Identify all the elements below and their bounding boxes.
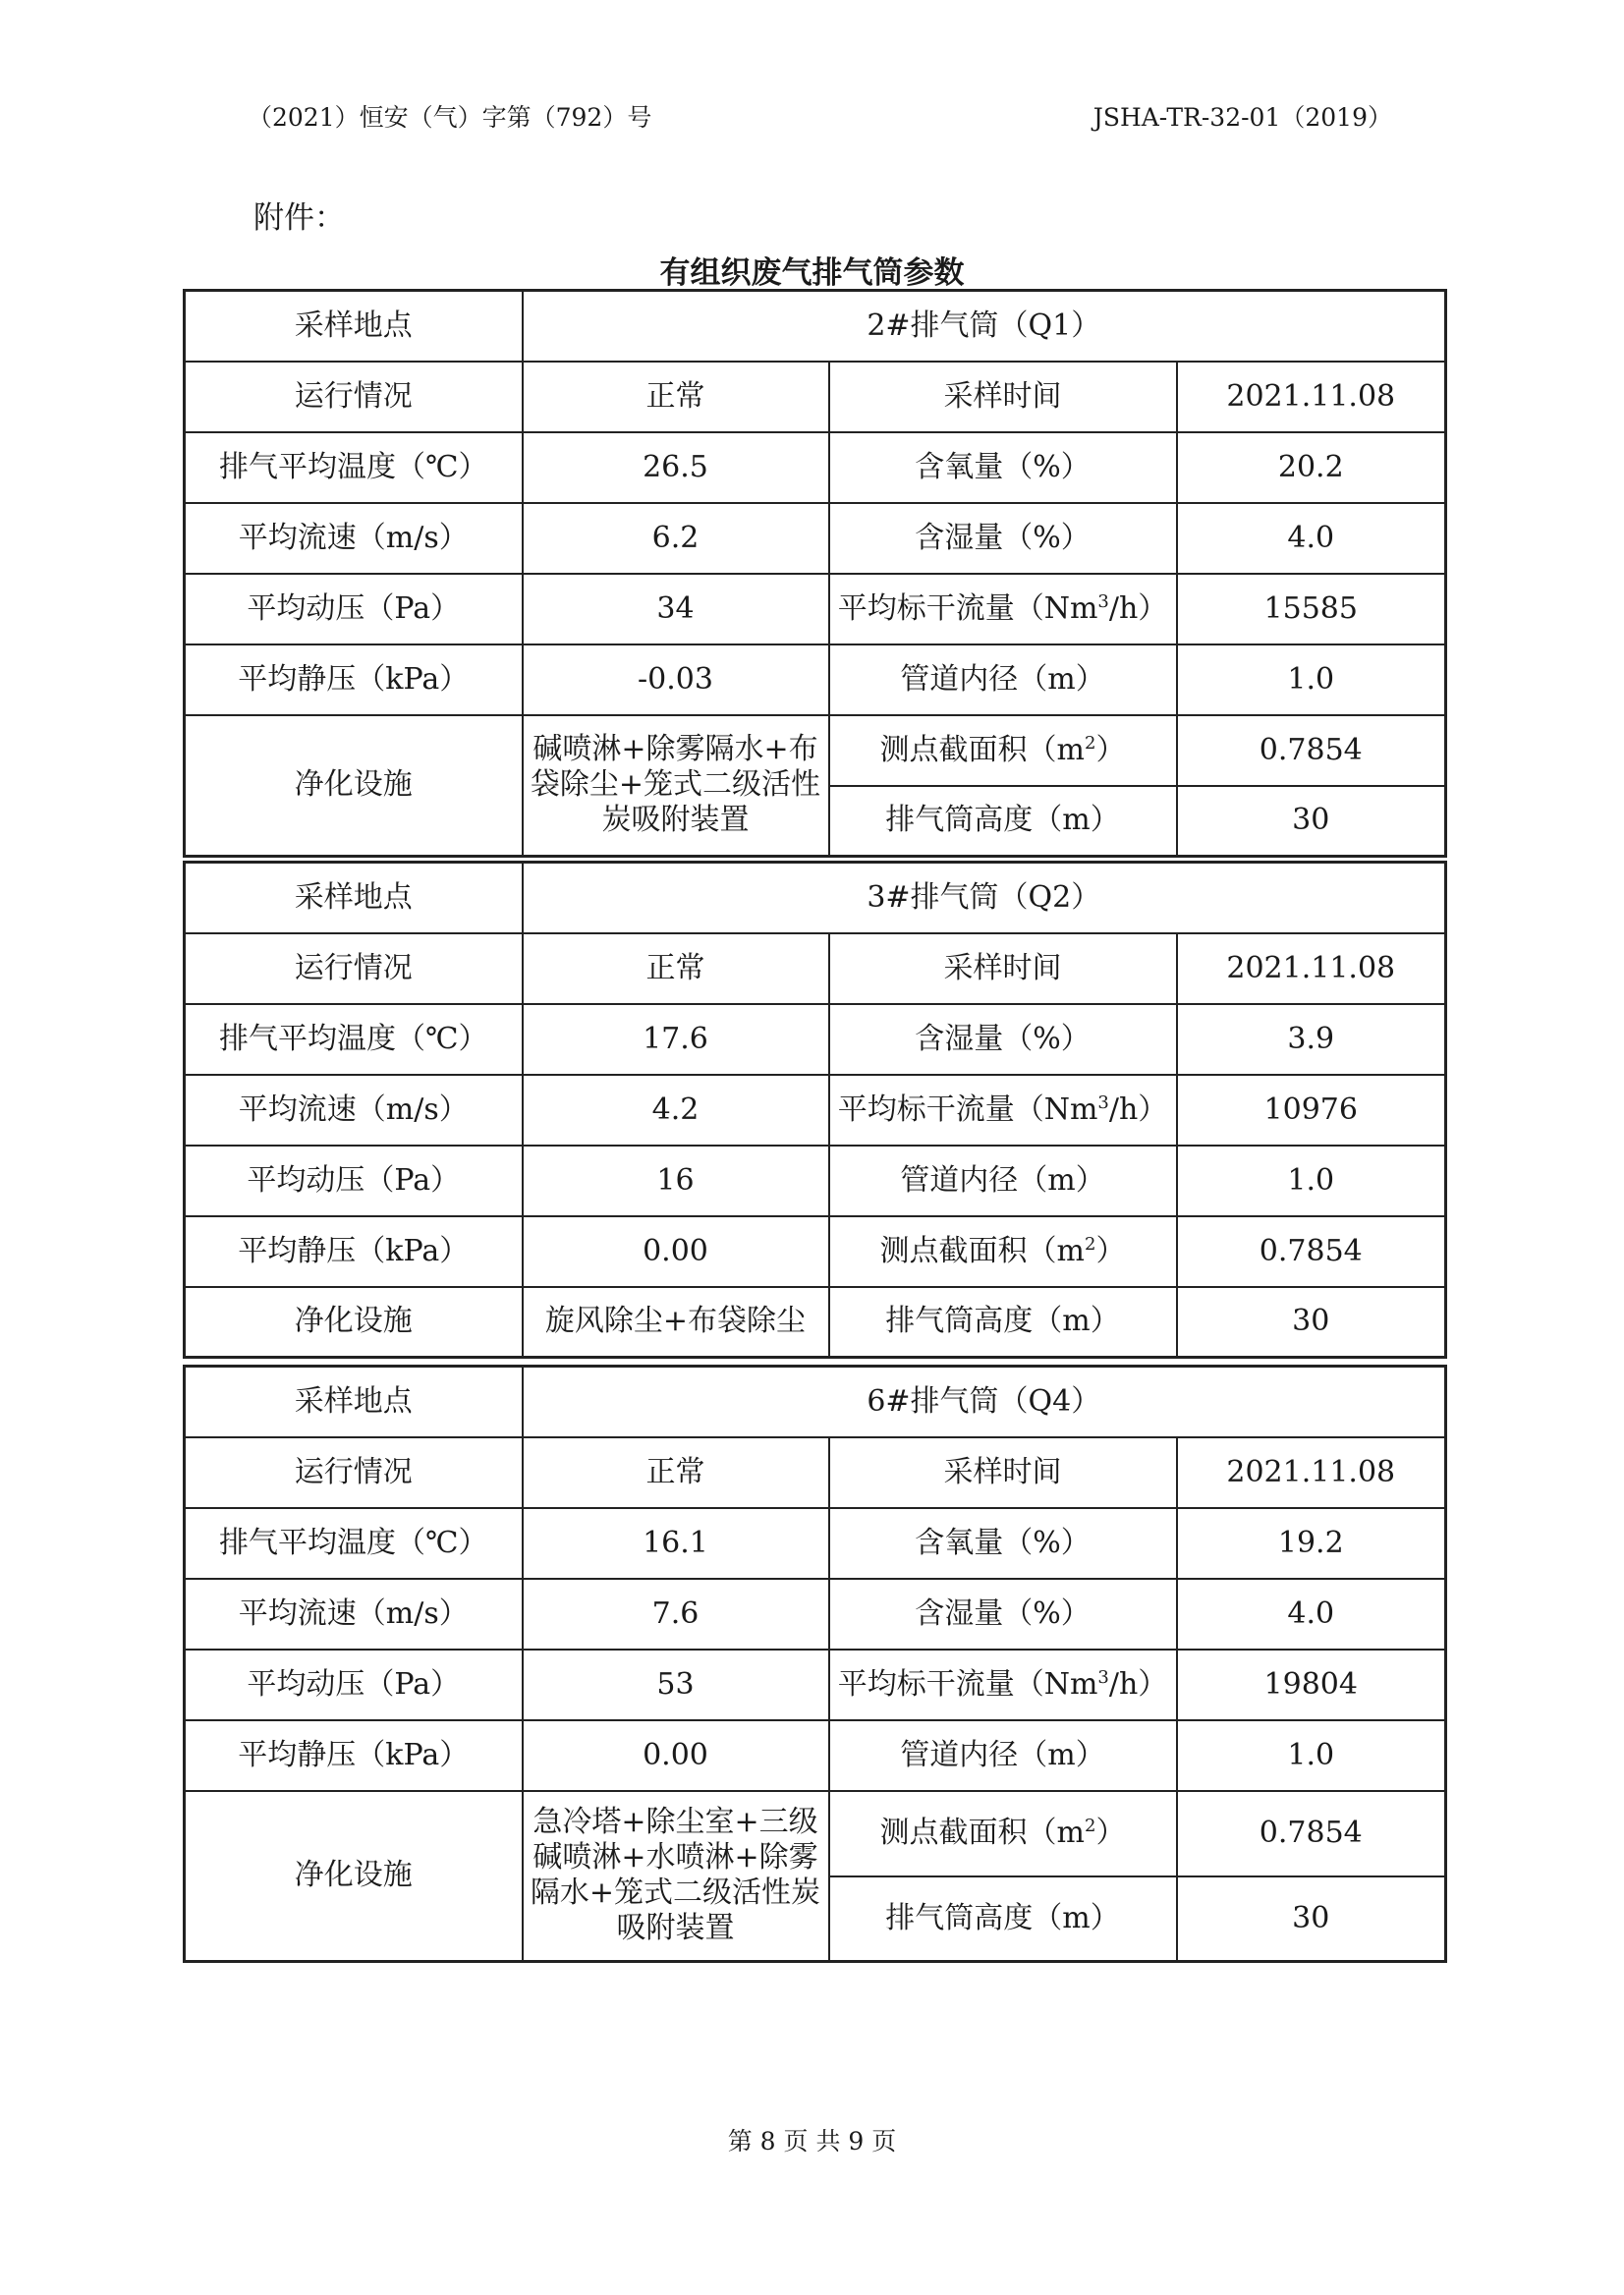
oxygen-label: 含氧量（%） [829, 432, 1177, 503]
table-row [185, 933, 1446, 1004]
table-row [185, 715, 1446, 786]
humidity-label: 含湿量（%） [829, 503, 1177, 574]
standard-code: JSHA-TR-32-01（2019） [1092, 103, 1392, 132]
table-row [185, 503, 1446, 574]
status-label: 运行情况 [185, 1437, 523, 1508]
site-value: 2#排气筒（Q1） [523, 291, 1446, 362]
time-value: 2021.11.08 [1177, 362, 1446, 432]
site-label: 采样地点 [185, 1367, 523, 1437]
dynamic-pressure-label: 平均动压（Pa） [185, 574, 523, 644]
static-pressure-value: -0.03 [523, 644, 829, 715]
height-value: 30 [1177, 1287, 1446, 1358]
table-row [185, 432, 1446, 503]
area-label: 测点截面积$(m^2)$ [829, 1216, 1177, 1287]
dynamic-pressure-value: 53 [523, 1650, 829, 1720]
time-value: 2021.11.08 [1177, 933, 1446, 1004]
table-row [185, 1216, 1446, 1287]
table-row [185, 1791, 1446, 1876]
humidity-value: 4.0 [1177, 1579, 1446, 1650]
flow-label: 平均标干流量（Nm$^3$/h） [829, 1075, 1177, 1146]
static-pressure-value: 0.00 [523, 1720, 829, 1791]
temp-label: 排气平均温度（℃） [185, 1004, 523, 1075]
dynamic-pressure-label: 平均动压（Pa） [185, 1146, 523, 1216]
status-value: 正常 [523, 933, 829, 1004]
table-row [185, 1146, 1446, 1216]
table-row [185, 1287, 1446, 1358]
area-value: 0.7854 [1177, 715, 1446, 786]
velocity-value: 4.2 [523, 1075, 829, 1146]
time-label: 采样时间 [829, 1437, 1177, 1508]
site-label: 采样地点 [185, 291, 523, 362]
height-value: 30 [1177, 786, 1446, 857]
temp-label: 排气平均温度（℃） [185, 1508, 523, 1579]
facility-value: 急冷塔+除尘室+三级碱喷淋+水喷淋+除雾隔水+笼式二级活性炭吸附装置 [523, 1791, 829, 1962]
flow-label: 平均标干流量（Nm$^3$/h） [829, 574, 1177, 644]
diameter-value: 1.0 [1177, 644, 1446, 715]
static-pressure-label: 平均静压（kPa） [185, 1720, 523, 1791]
table-row [185, 863, 1446, 933]
status-value: 正常 [523, 362, 829, 432]
humidity-value: 3.9 [1177, 1004, 1446, 1075]
table-row [185, 1579, 1446, 1650]
velocity-label: 平均流速（m/s） [185, 1579, 523, 1650]
table-row [185, 1650, 1446, 1720]
site-label: 采样地点 [185, 863, 523, 933]
facility-label: 净化设施 [185, 1791, 523, 1962]
diameter-value: 1.0 [1177, 1146, 1446, 1216]
oxygen-label: 含氧量（%） [829, 1508, 1177, 1579]
table-row [185, 291, 1446, 362]
table-row [185, 1367, 1446, 1437]
diameter-label: 管道内径（m） [829, 1720, 1177, 1791]
flow-value: 10976 [1177, 1075, 1446, 1146]
table-row [185, 1437, 1446, 1508]
area-label: 测点截面积$(m^2)$ [829, 715, 1177, 786]
height-label: 排气筒高度（m） [829, 786, 1177, 857]
diameter-value: 1.0 [1177, 1720, 1446, 1791]
humidity-label: 含湿量（%） [829, 1004, 1177, 1075]
dynamic-pressure-label: 平均动压（Pa） [185, 1650, 523, 1720]
stack-table-q4 [183, 1365, 1447, 1963]
static-pressure-label: 平均静压（kPa） [185, 644, 523, 715]
temp-value: 16.1 [523, 1508, 829, 1579]
humidity-label: 含湿量（%） [829, 1579, 1177, 1650]
oxygen-value: 20.2 [1177, 432, 1446, 503]
table-row [185, 362, 1446, 432]
table-row [185, 1004, 1446, 1075]
static-pressure-value: 0.00 [523, 1216, 829, 1287]
status-value: 正常 [523, 1437, 829, 1508]
velocity-value: 7.6 [523, 1579, 829, 1650]
velocity-label: 平均流速（m/s） [185, 1075, 523, 1146]
status-label: 运行情况 [185, 933, 523, 1004]
page-footer: 第 8 页 共 9 页 [727, 2127, 897, 2155]
time-label: 采样时间 [829, 933, 1177, 1004]
height-label: 排气筒高度（m） [829, 1876, 1177, 1962]
height-label: 排气筒高度（m） [829, 1287, 1177, 1358]
table-row [185, 644, 1446, 715]
humidity-value: 4.0 [1177, 503, 1446, 574]
stack-table-q2 [183, 861, 1447, 1359]
facility-value: 旋风除尘+布袋除尘 [523, 1287, 829, 1358]
facility-label: 净化设施 [185, 1287, 523, 1358]
site-value: 6#排气筒（Q4） [523, 1367, 1446, 1437]
temp-value: 26.5 [523, 432, 829, 503]
facility-value: 碱喷淋+除雾隔水+布袋除尘+笼式二级活性炭吸附装置 [523, 715, 829, 857]
velocity-label: 平均流速（m/s） [185, 503, 523, 574]
site-value: 3#排气筒（Q2） [523, 863, 1446, 933]
flow-value: 19804 [1177, 1650, 1446, 1720]
table-row [185, 574, 1446, 644]
time-label: 采样时间 [829, 362, 1177, 432]
document-number: （2021）恒安（气）字第（792）号 [248, 103, 652, 132]
velocity-value: 6.2 [523, 503, 829, 574]
status-label: 运行情况 [185, 362, 523, 432]
area-label: 测点截面积$(m^2)$ [829, 1791, 1177, 1876]
table-title: 有组织废气排气筒参数 [659, 255, 965, 291]
area-value: 0.7854 [1177, 1216, 1446, 1287]
temp-label: 排气平均温度（℃） [185, 432, 523, 503]
stack-table-q1 [183, 289, 1447, 858]
dynamic-pressure-value: 34 [523, 574, 829, 644]
diameter-label: 管道内径（m） [829, 644, 1177, 715]
table-row [185, 1508, 1446, 1579]
flow-label: 平均标干流量（Nm$^3$/h） [829, 1650, 1177, 1720]
table-row [185, 1075, 1446, 1146]
table-row [185, 1720, 1446, 1791]
height-value: 30 [1177, 1876, 1446, 1962]
time-value: 2021.11.08 [1177, 1437, 1446, 1508]
area-value: 0.7854 [1177, 1791, 1446, 1876]
dynamic-pressure-value: 16 [523, 1146, 829, 1216]
static-pressure-label: 平均静压（kPa） [185, 1216, 523, 1287]
attachment-label: 附件： [253, 200, 345, 236]
diameter-label: 管道内径（m） [829, 1146, 1177, 1216]
temp-value: 17.6 [523, 1004, 829, 1075]
facility-label: 净化设施 [185, 715, 523, 857]
oxygen-value: 19.2 [1177, 1508, 1446, 1579]
flow-value: 15585 [1177, 574, 1446, 644]
